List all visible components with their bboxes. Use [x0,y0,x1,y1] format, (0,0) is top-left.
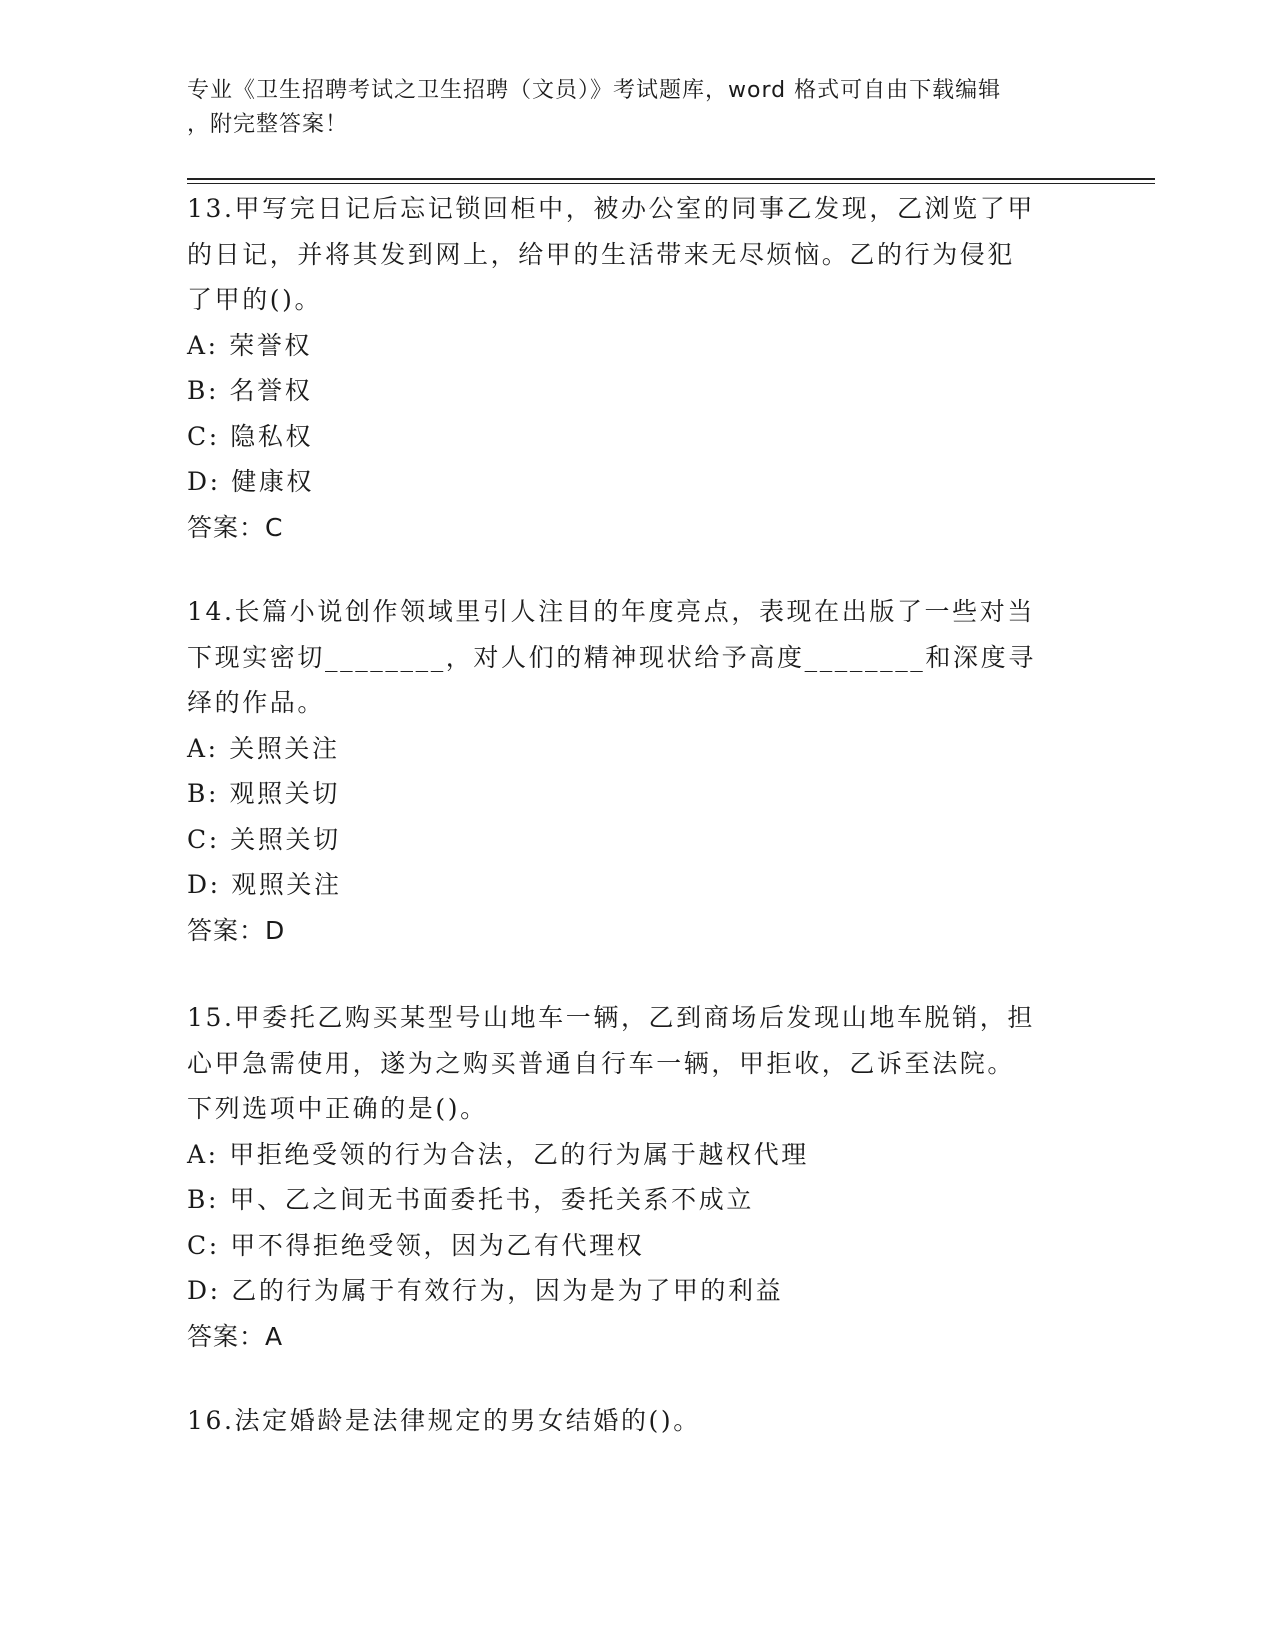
header-divider-thick [187,178,1155,180]
question-16-stem-line-1: 16.法定婚龄是法律规定的男女结婚的()。 [187,1406,701,1435]
question-13-stem-line-2: 的日记，并将其发到网上，给甲的生活带来无尽烦恼。乙的行为侵犯 [187,239,1016,269]
question-15-option-b: B: 甲、乙之间无书面委托书，委托关系不成立 [187,1185,754,1214]
question-13-option-b: B: 名誉权 [187,376,313,405]
question-15-option-c: C: 甲不得拒绝受领，因为乙有代理权 [187,1230,645,1260]
question-14 [187,589,1087,953]
question-13 [187,186,1087,550]
question-15-answer: 答案：A [187,1321,284,1351]
question-13-stem-line-3: 了甲的()。 [187,285,323,314]
question-15-option-d: D: 乙的行为属于有效行为，因为是为了甲的利益 [187,1276,784,1305]
question-15-stem-line-3: 下列选项中正确的是()。 [187,1094,488,1123]
question-14-option-a: A: 关照关注 [187,733,340,763]
question-14-option-c: C: 关照关切 [187,824,341,854]
document-header [187,74,1067,142]
question-15-stem-line-2: 心甲急需使用，遂为之购买普通自行车一辆，甲拒收，乙诉至法院。 [187,1048,1016,1078]
question-14-answer: 答案：D [187,915,286,945]
question-15-option-a: A: 甲拒绝受领的行为合法，乙的行为属于越权代理 [187,1139,809,1169]
question-14-option-d: D: 观照关注 [187,870,342,899]
header-line-1: 专业《卫生招聘考试之卫生招聘（文员）》考试题库，word 格式可自由下载编辑 [187,78,1002,103]
question-16 [187,1398,1087,1444]
question-15 [187,995,1087,1359]
question-13-stem-line-1: 13.甲写完日记后忘记锁回柜中，被办公室的同事乙发现，乙浏览了甲 [187,194,1035,223]
question-13-option-c: C: 隐私权 [187,421,314,451]
header-divider-thin [187,183,1155,184]
question-15-stem-line-1: 15.甲委托乙购买某型号山地车一辆，乙到商场后发现山地车脱销，担 [187,1003,1035,1032]
question-14-option-b: B: 观照关切 [187,779,340,808]
question-13-option-a: A: 荣誉权 [187,330,313,360]
question-14-stem-line-3: 绎的作品。 [187,688,326,717]
question-14-stem-line-2: 下现实密切________，对人们的精神现状给予高度________和深度寻 [187,642,1036,672]
question-13-answer: 答案：C [187,512,284,542]
question-13-option-d: D: 健康权 [187,467,315,496]
question-14-stem-line-1: 14.长篇小说创作领域里引人注目的年度亮点，表现在出版了一些对当 [187,597,1035,626]
header-line-2: ，附完整答案！ [187,112,349,137]
